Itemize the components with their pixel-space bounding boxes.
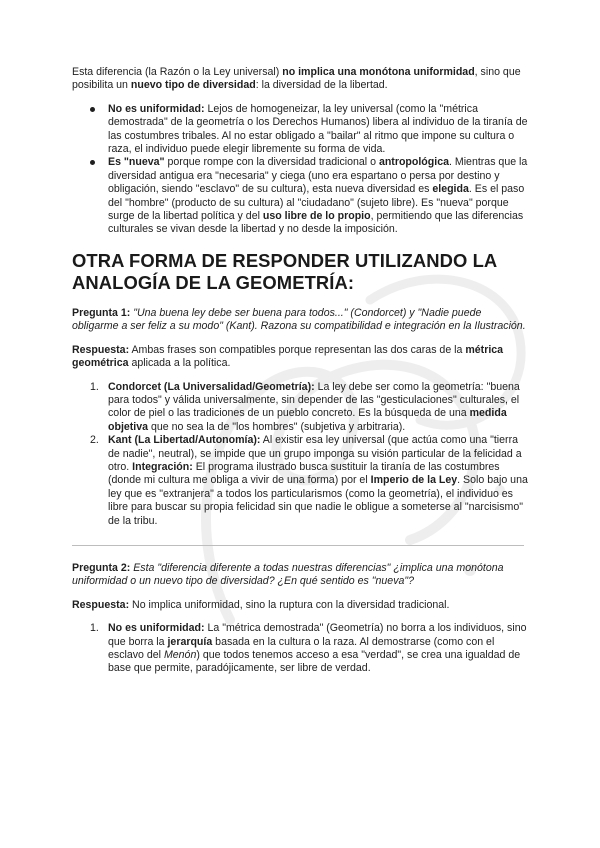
list-item: 1. Condorcet (La Universalidad/Geometría): La ley debe ser como la geometría: "buena para todos" y válida universalmente, sin depender de las "gesticulaciones" culturales, el color de piel o las tradiciones de un pueblo concreto. Es la búsqueda de una medida objetiva que no sea la de "los hombres" (subjetiva y arbitraria). xyxy=(90,380,520,433)
answer-1: Respuesta: Ambas frases son compatibles porque representan las dos caras de la métrica geométrica aplicada a la política. xyxy=(72,343,504,370)
answer-2: Respuesta: No implica uniformidad, sino la ruptura con la diversidad tradicional. xyxy=(72,598,450,611)
bullet-item: Es "nueva" porque rompe con la diversidad tradicional o antropológica. Mientras que la diversidad antigua era "necesaria" y ciega (uno era espartano o persa por destino y obligación, siendo "esclavo" de su cultura), esta nueva diversidad es elegida. Es el paso del "hombre" (producto de su cultura) al "ciudadano" (sujeto libre). Es "nueva" porque surge de la libertad política y del uso libre de lo propio, permitiendo que las diferencias culturales se vivan desde la libertad y no desde la imposición. xyxy=(72,156,530,236)
intro-paragraph: Esta diferencia (la Razón o la Ley universal) no implica una monótona uniformidad, sino que posibilita un nuevo tipo de diversidad: la diversidad de la libertad. xyxy=(72,66,521,92)
numbered-list-2 xyxy=(72,622,530,676)
bullet-item: No es uniformidad: Lejos de homogeneizar, la ley universal (como la "métrica demostrada" de la geometría o los Derechos Humanos) libera al individuo de la tiranía de las costumbres tribales. Al no estar obligado a "bailar" al ritmo que impone su cultura o raza, el individuo puede elegir libremente su forma de vida. xyxy=(72,103,530,157)
question-2: Pregunta 2: Esta "diferencia diferente a todas nuestras diferencias" ¿implica una monótona uniformidad o un nuevo tipo de diversidad? ¿En qué sentido es "nueva"? xyxy=(72,561,504,588)
bullet-list xyxy=(72,103,530,237)
question-1: Pregunta 1: "Una buena ley debe ser buena para todos..." (Condorcet) y "Nadie puede obligarme a ser feliz a su modo" (Kant). Razona su compatibilidad e integración en la Ilustración. xyxy=(72,306,526,333)
numbered-list-1 xyxy=(72,381,530,528)
list-item: 2. Kant (La Libertad/Autonomía): Al existir esa ley universal (que actúa como una "tierra de nadie", neutral), se impide que un grupo imponga su visión particular de la felicidad a otro. Integración: El programa ilustrado busca sustituir la tiranía de las costumbres (donde mi cultura me obliga a vivir de una forma) por el Imperio de la Ley. Solo bajo una ley que es "extranjera" a todos los particularismos (como la geometría), el individuo es libre para buscar su propia felicidad sin que nadie le obligue a someterse al "narcisismo" de la tribu. xyxy=(90,434,528,527)
horizontal-divider xyxy=(72,545,524,546)
section-heading: OTRA FORMA DE RESPONDER UTILIZANDO LA ANALOGÍA DE LA GEOMETRÍA: xyxy=(72,249,497,294)
document-page xyxy=(72,66,530,676)
list-item: 1. No es uniformidad: La "métrica demostrada" (Geometría) no borra a los individuos, sino que borra la jerarquía basada en la cultura o la raza. Al demostrarse (como con el esclavo del Menón) que todos tenemos acceso a esa "verdad", se crea una igualdad de base que permite, paradójicamente, ser libre de verdad. xyxy=(90,622,527,675)
